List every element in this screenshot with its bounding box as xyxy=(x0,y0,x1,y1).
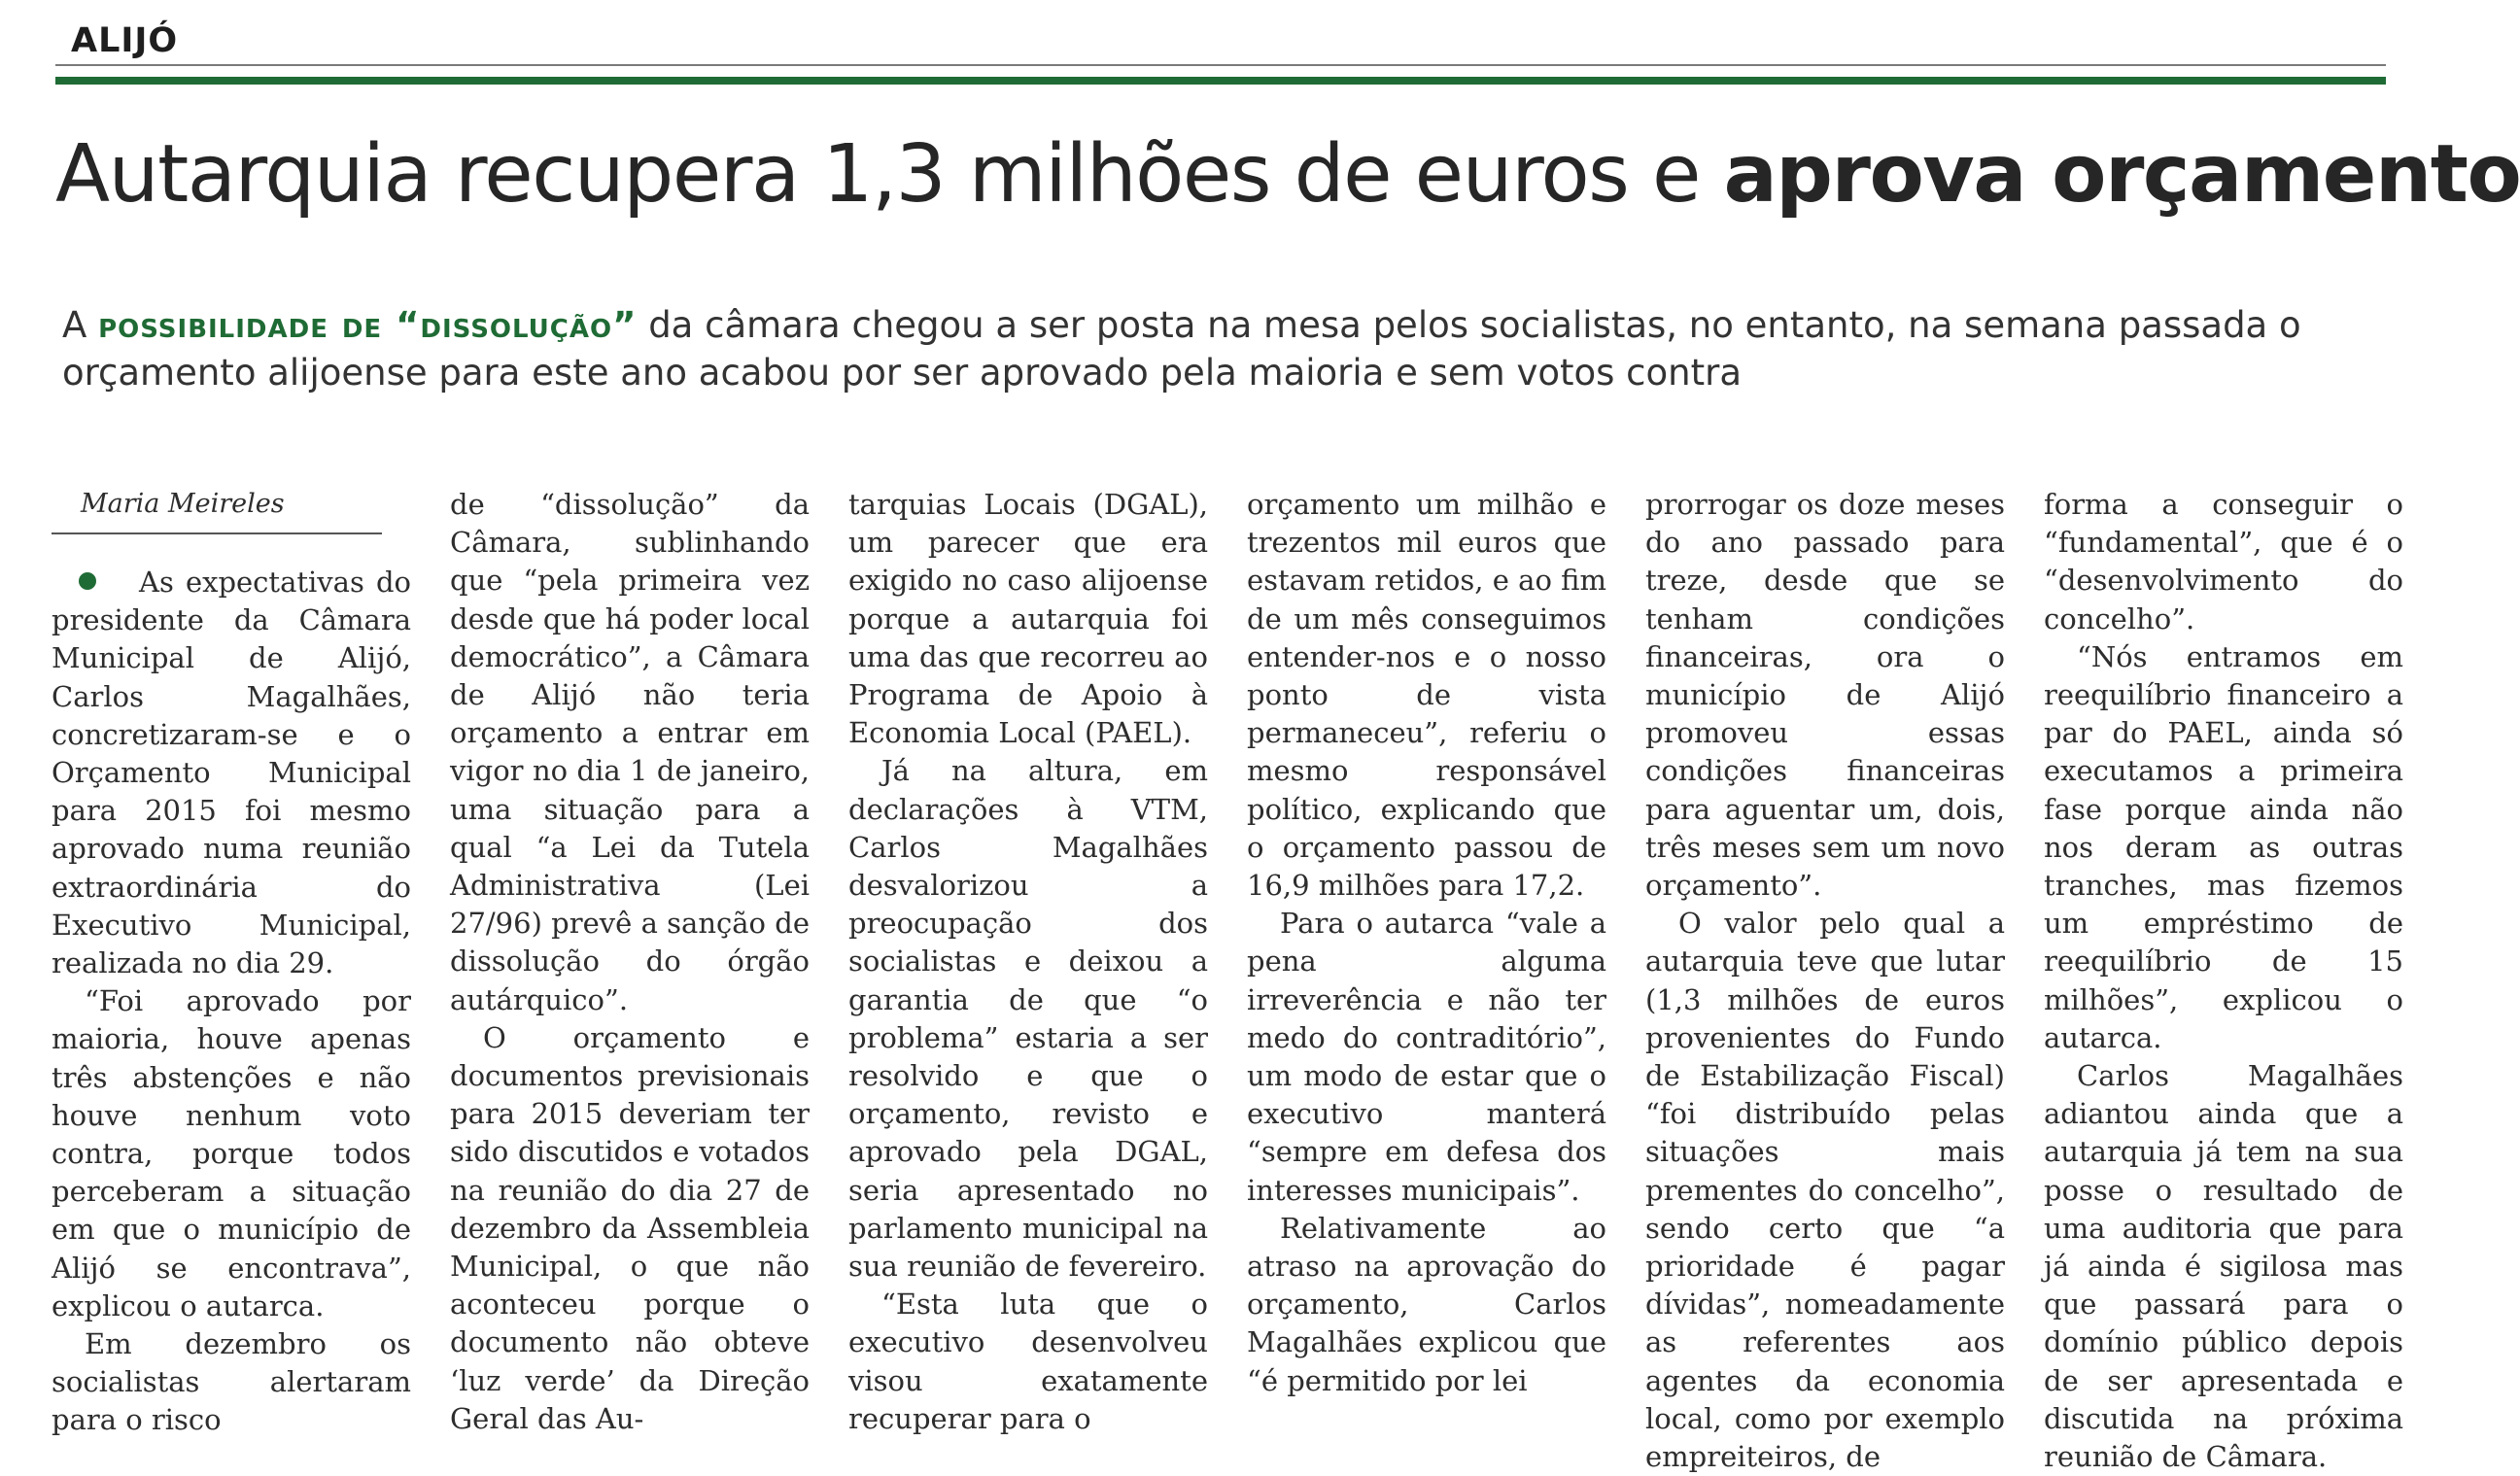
headline xyxy=(55,126,2520,223)
article-column-5 xyxy=(1645,486,2005,1474)
standfirst-kicker: possibilidade de “dissolução” xyxy=(98,304,638,346)
paragraph: Relativamente ao atraso na aprovação do orçamento, Carlos Magalhães explicou que “é permitido por lei xyxy=(1247,1211,1606,1397)
paragraph: de “dissolução” da Câmara, sublinhando que “pela primeira vez desde que há poder local democrático”, a Câmara de Alijó não teria orçamento a entrar em vigor no dia 1 de janeiro, uma situação para a qual “a Lei da Tutela Administrativa (Lei 27/96) prevê a sanção de dissolução do órgão autárquico”. xyxy=(450,488,810,1016)
paragraph: “Esta luta que o executivo desenvolveu visou exatamente recuperar para o xyxy=(848,1287,1208,1435)
standfirst xyxy=(62,301,2375,396)
standfirst-text: da câmara chegou a ser posta na mesa pelos socialistas, no entanto, na semana passada o orçamento alijoense para este ano acabou por ser aprovado pela maioria e sem votos contra xyxy=(62,304,2301,394)
paragraph: “Nós entramos em reequilíbrio financeiro a par do PAEL, ainda só executamos a primeira fase porque ainda não nos deram as outras tranches, mas fizemos um empréstimo de reequilíbrio de 15 milhões”, explicou o autarca. xyxy=(2044,639,2403,1054)
paragraph: Já na altura, em declarações à VTM, Carlos Magalhães desvalorizou a preocupação dos socialistas e deixou a garantia de que “o problema” estaria a ser resolvido e que o orçamento, revisto e aprovado pela DGAL, seria apresentado no parlamento municipal na sua reunião de fevereiro. xyxy=(848,754,1208,1284)
paragraph: Carlos Magalhães adiantou ainda que a autarquia já tem na sua posse o resultado de uma auditoria que para já ainda é sigilosa mas que passará para o domínio público depois de ser apresentada e discutida na próxima reunião de Câmara. xyxy=(2044,1059,2403,1474)
article-column-3 xyxy=(848,486,1208,1435)
paragraph xyxy=(52,564,411,982)
paragraph: O orçamento e documentos previsionais para 2015 deveriam ter sido discutidos e votados na reunião do dia 27 de dezembro da Assembleia Municipal, o que não aconteceu porque o documento não obteve ‘luz verde’ da Direção Geral das Au- xyxy=(450,1020,810,1435)
lead-bullet-icon xyxy=(79,572,96,590)
paragraph-text: As expectativas do presidente da Câmara Municipal de Alijó, Carlos Magalhães, concretizaram-se e o Orçamento Municipal para 2015 foi mesmo aprovado numa reunião extraordinária do Executivo Municipal, realizada no dia 29. xyxy=(52,566,411,980)
paragraph: forma a conseguir o “fundamental”, que é o “desenvolvimento do concelho”. xyxy=(2044,488,2403,635)
paragraph: “Foi aprovado por maioria, houve apenas três abstenções e não houve nenhum voto contra, porque todos perceberam a situação em que o município de Alijó se encontrava”, explicou o autarca. xyxy=(52,984,411,1322)
article-column-2 xyxy=(450,486,810,1435)
section-label: ALIJÓ xyxy=(71,21,179,60)
headline-regular: Autarquia recupera 1,3 milhões de euros e xyxy=(55,128,1700,221)
header-rule xyxy=(55,64,2386,66)
paragraph: orçamento um milhão e trezentos mil euros que estavam retidos, e ao fim de um mês conseguimos entender-nos e o nosso ponto de vista permaneceu”, referiu o mesmo responsável político, explicando que o orçamento passou de 16,9 milhões para 17,2. xyxy=(1247,488,1606,903)
paragraph: Para o autarca “vale a pena alguma irreverência e não ter medo do contraditório”, um modo de estar que o executivo manterá “sempre em defesa dos interesses municipais”. xyxy=(1247,907,1606,1207)
paragraph: tarquias Locais (DGAL), um parecer que era exigido no caso alijoense porque a autarquia foi uma das que recorreu ao Programa de Apoio à Economia Local (PAEL). xyxy=(848,488,1208,750)
article-body xyxy=(52,486,2403,1474)
standfirst-prefix: A xyxy=(62,304,87,346)
article-column-1 xyxy=(52,486,411,1437)
article-column-6 xyxy=(2044,486,2403,1474)
header-accent-bar xyxy=(55,77,2386,85)
paragraph: Em dezembro os socialistas alertaram para o risco xyxy=(52,1327,411,1437)
paragraph: prorrogar os doze meses do ano passado para treze, desde que se tenham condições financeiras, ora o município de Alijó promoveu essas condições financeiras para aguentar um, dois, três meses sem um novo orçamento”. xyxy=(1645,488,2005,903)
byline: Maria Meireles xyxy=(52,486,382,534)
paragraph: O valor pelo qual a autarquia teve que lutar (1,3 milhões de euros provenientes do Fundo de Estabilização Fiscal) “foi distribuído pelas situações mais prementes do concelho”, sendo certo que “a prioridade é pagar dívidas”, nomeadamente as referentes aos agentes da economia local, como por exemplo empreiteiros, de xyxy=(1645,907,2005,1474)
headline-bold: aprova orçamento xyxy=(1723,128,2520,221)
article-column-4 xyxy=(1247,486,1606,1397)
